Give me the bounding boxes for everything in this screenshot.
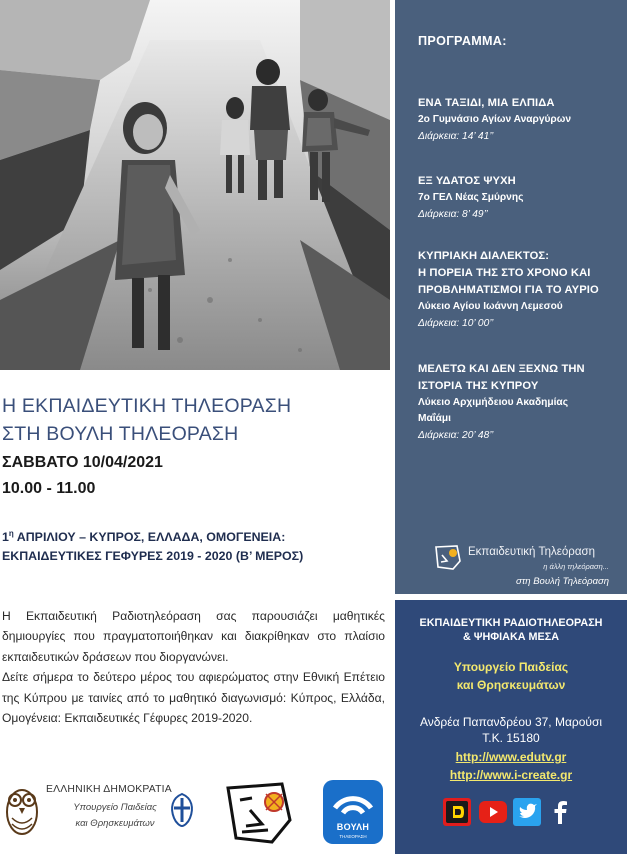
edutv-link[interactable]: http://www.edutv.gr <box>455 750 567 764</box>
vouli-name: ΒΟΥΛΗ <box>336 822 370 832</box>
program-panel <box>395 0 627 594</box>
sponsor-logos <box>0 770 395 854</box>
series-heading-line1 <box>2 524 394 547</box>
program-item-duration: Διάρκεια: 8’ 49’’ <box>418 209 488 220</box>
address-line1: Ανδρέα Παπανδρέου 37, Μαρούσι <box>419 715 603 729</box>
description <box>2 606 385 728</box>
contact-heading-line1: ΕΚΠΑΙΔΕΥΤΙΚΗ ΡΑΔΙΟΤΗΛΕΟΡΑΣΗ <box>419 617 603 629</box>
description-paragraph-1: Η Εκπαιδευτική Ραδιοτηλεόραση σας παρουσιάζει μαθητικές δημιουργίες που πραγματοποιήθηκαν και διακρίθηκαν στο πλαίσιο εκπαιδευτικών δράσεων που διοργανώνει. <box>2 609 385 664</box>
program-item <box>418 173 622 223</box>
program-item-school: Λύκειο Αγίου Ιωάννη Λεμεσού <box>418 301 563 312</box>
program-item-title: ΙΣΤΟΡΙΑ ΤΗΣ ΚΥΠΡΟΥ <box>418 380 539 392</box>
ministry-logo-line1: Υπουργείο Παιδείας <box>73 802 157 813</box>
address-line2: Τ.Κ. 15180 <box>482 731 540 745</box>
ministry-name <box>395 658 627 694</box>
vouli-tv-logo <box>323 780 383 844</box>
program-item-title: ΚΥΠΡΙΑΚΗ ΔΙΑΛΕΚΤΟΣ: <box>418 250 550 262</box>
program-item-duration: Διάρκεια: 20’ 48’’ <box>418 430 494 441</box>
contact-heading <box>395 616 627 644</box>
icreate-link[interactable]: http://www.i-create.gr <box>449 768 573 782</box>
address <box>395 714 627 746</box>
program-item-school: 2ο Γυμνάσιο Αγίων Αναργύρων <box>418 114 571 125</box>
greek-emblem-icon <box>166 792 198 828</box>
edutv-name: Εκπαιδευτική Τηλεόραση <box>468 546 595 558</box>
edutv-vouli-label: στη Βουλή Τηλεόραση <box>516 576 609 587</box>
hellenic-republic-label: ΕΛΛΗΝΙΚΗ ΔΗΜΟΚΡΑΤΙΑ <box>46 784 172 795</box>
program-item <box>418 95 622 145</box>
program-item-duration: Διάρκεια: 10’ 00’’ <box>418 318 494 329</box>
main-title-line2: ΣΤΗ ΒΟΥΛΗ ΤΗΛΕΟΡΑΣΗ <box>2 423 239 445</box>
owl-logo-icon <box>2 778 42 838</box>
ministry-logo-text <box>70 800 160 832</box>
series-heading-line2: ΕΚΠΑΙΔΕΥΤΙΚΕΣ ΓΕΦΥΡΕΣ 2019 - 2020 (Β’ ΜΕΡΟΣ) <box>2 549 304 564</box>
facebook-icon[interactable] <box>547 798 575 826</box>
series-day-suffix: η <box>8 529 14 538</box>
program-item-title: ΕΞ ΥΔΑΤΟΣ ΨΥΧΗ <box>418 175 516 187</box>
program-item-school: Μαΐάμι <box>418 413 451 424</box>
dailymotion-icon[interactable] <box>443 798 471 826</box>
edutv-brand <box>433 543 623 591</box>
program-item-school: 7ο ΓΕΛ Νέας Σμύρνης <box>418 192 524 203</box>
ministry-name-line1: Υπουργείο Παιδείας <box>453 660 569 674</box>
youtube-icon[interactable] <box>479 798 507 826</box>
broadcast-date: ΣΑΒΒΑΤΟ 10/04/2021 <box>2 454 163 471</box>
program-item-title: Η ΠΟΡΕΙΑ ΤΗΣ ΣΤΟ ΧΡΟΝΟ ΚΑΙ <box>418 267 591 279</box>
edutv-tagline: η άλλη τηλεόραση... <box>543 562 609 571</box>
series-heading <box>2 524 394 566</box>
series-heading-line1-rest: ΑΠΡΙΛΙΟΥ – ΚΥΠΡΟΣ, ΕΛΛΑΔΑ, ΟΜΟΓΕΝΕΙΑ: <box>13 530 286 545</box>
program-item-title: ΜΕΛΕΤΩ ΚΑΙ ΔΕΝ ΞΕΧΝΩ ΤΗΝ <box>418 363 585 375</box>
program-item <box>418 361 622 444</box>
ministry-logo-line2: και Θρησκευμάτων <box>75 818 155 829</box>
contact-heading-line2: & ΨΗΦΙΑΚΑ ΜΕΣΑ <box>462 631 560 643</box>
vouli-sub: ΤΗΛΕΟΡΑΣΗ <box>339 834 367 839</box>
contact-panel <box>395 600 627 854</box>
main-title <box>2 392 392 448</box>
ministry-name-line2: και Θρησκευμάτων <box>456 678 566 692</box>
children-refugee-photo-icon <box>0 0 390 370</box>
twitter-icon[interactable] <box>513 798 541 826</box>
social-links <box>443 798 583 830</box>
edutv-small-logo-icon <box>433 543 463 571</box>
main-title-line1: Η ΕΚΠΑΙΔΕΥΤΙΚΗ ΤΗΛΕΟΡΑΣΗ <box>2 395 292 417</box>
program-item-title: ΠΡΟΒΛΗΜΑΤΙΣΜΟΙ ΓΙΑ ΤΟ ΑΥΡΙΟ <box>418 284 599 296</box>
edutv-face-logo-icon <box>222 780 296 846</box>
program-item-duration: Διάρκεια: 14’ 41’’ <box>418 131 494 142</box>
cover-photo <box>0 0 390 370</box>
program-item <box>418 248 622 332</box>
series-day: 1 <box>2 530 9 545</box>
description-paragraph-2: Δείτε σήμερα το δεύτερο μέρος του αφιερώματος στην Εθνική Επέτειο της Κύπρου με ταινίες από το μαθητικό διαγωνισμό: Κύπρος, Ελλάδα, Ομογένεια: Εκπαιδευτικές Γέφυρες 2019-2020. <box>2 670 385 726</box>
program-item-title: ΕΝΑ ΤΑΞΙΔΙ, ΜΙΑ ΕΛΠΙΔΑ <box>418 97 555 109</box>
broadcast-time: 10.00 - 11.00 <box>2 480 96 497</box>
program-item-school: Λύκειο Αρχιμήδειου Ακαδημίας <box>418 397 568 408</box>
program-title: ΠΡΟΓΡΑΜΜΑ: <box>418 34 507 48</box>
wifi-arcs-icon <box>323 780 383 822</box>
